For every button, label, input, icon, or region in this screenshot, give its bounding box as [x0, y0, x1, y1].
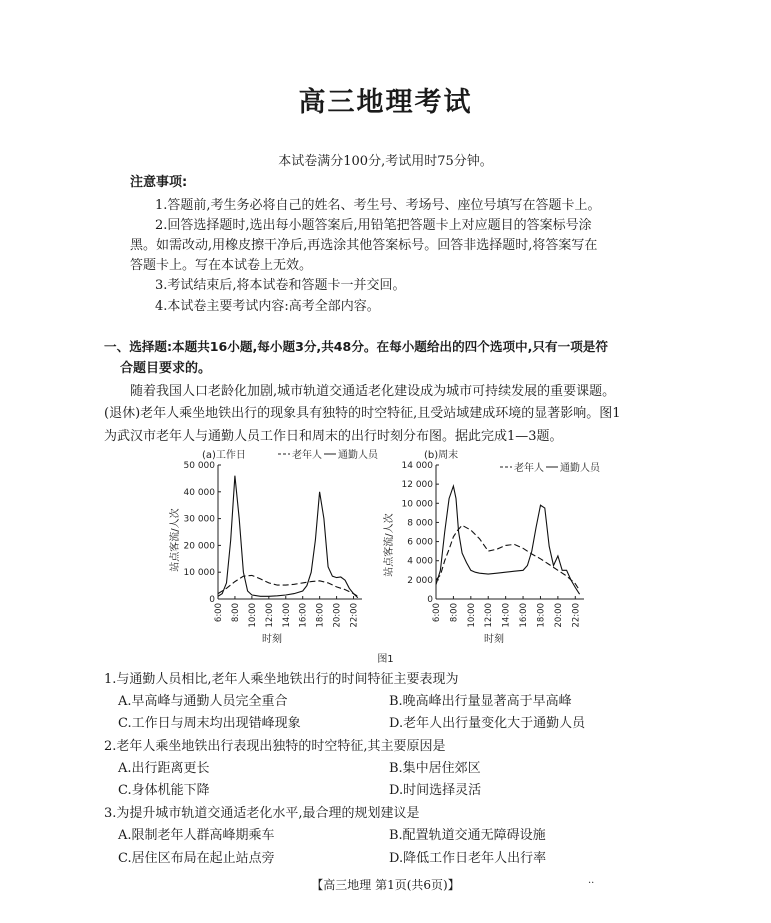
y-tick-label: 20 000 [183, 541, 215, 552]
x-tick-label: 16:00 [519, 603, 530, 628]
question-option[interactable]: C.居住区布局在起止站点旁 [118, 851, 275, 866]
notice-line: 黑。如需改动,用橡皮擦干净后,再选涂其他答案标号。回答非选择题时,将答案写在 [130, 238, 598, 253]
question-option[interactable]: D.时间选择灵活 [389, 783, 482, 798]
x-tick-label: 18:00 [315, 603, 326, 628]
question-option[interactable]: A.限制老年人群高峰期乘车 [118, 828, 275, 843]
y-tick-label: 12 000 [401, 480, 433, 491]
chart-weekday [160, 445, 385, 645]
x-tick-label: 14:00 [501, 603, 512, 628]
x-tick-label: 10:00 [247, 603, 258, 628]
footer-mark: ·· [588, 878, 595, 889]
notice-heading: 注意事项: [130, 175, 188, 190]
question-option[interactable]: A.出行距离更长 [118, 761, 210, 776]
chart-weekend [382, 445, 607, 645]
chart-title: (a)工作日 [202, 450, 246, 461]
page-title: 高三地理考试 [298, 87, 473, 118]
x-tick-label: 20:00 [553, 603, 564, 628]
series-commuter-line [436, 486, 580, 594]
notice-line: 3.考试结束后,将本试卷和答题卡一并交回。 [155, 278, 406, 293]
y-tick-label: 10 000 [183, 568, 215, 579]
x-tick-label: 20:00 [332, 603, 343, 628]
question-stem: 3.为提升城市轨道交通适老化水平,最合理的规划建议是 [104, 806, 420, 821]
question-option[interactable]: D.降低工作日老年人出行率 [389, 851, 547, 866]
x-tick-label: 12:00 [264, 603, 275, 628]
legend-elderly: 老年人 [292, 450, 322, 461]
chart-legend [500, 461, 601, 474]
x-tick-label: 22:00 [571, 603, 582, 628]
section-heading: 一、选择题:本题共16小题,每小题3分,共48分。在每小题给出的四个选项中,只有一项是符 [104, 339, 608, 354]
legend-commuter: 通勤人员 [338, 450, 378, 461]
question-option[interactable]: B.配置轨道交通无障碍设施 [389, 828, 546, 843]
notice-line: 答题卡上。写在本试卷上无效。 [130, 258, 313, 273]
y-tick-label: 0 [427, 595, 433, 605]
question-option[interactable]: A.早高峰与通勤人员完全重合 [118, 694, 288, 709]
y-tick-label: 2 000 [407, 575, 433, 586]
passage-line: 为武汉市老年人与通勤人员工作日和周末的出行时刻分布图。据此完成1—3题。 [104, 429, 563, 444]
question-stem: 1.与通勤人员相比,老年人乘坐地铁出行的时间特征主要表现为 [104, 672, 459, 687]
y-axis-label: 站点客流/人次 [384, 513, 395, 577]
question-option[interactable]: C.工作日与周末均出现错峰现象 [118, 716, 301, 731]
y-tick-label: 8 000 [407, 518, 433, 529]
x-tick-label: 10:00 [466, 603, 477, 628]
x-tick-label: 6:00 [214, 603, 224, 623]
exam-info: 本试卷满分100分,考试用时75分钟。 [278, 154, 493, 169]
y-tick-label: 14 000 [401, 461, 433, 471]
notice-line: 1.答题前,考生务必将自己的姓名、考生号、考场号、座位号填写在答题卡上。 [155, 198, 601, 213]
series-elderly-line [218, 575, 358, 596]
x-tick-label: 18:00 [536, 603, 547, 628]
y-tick-label: 30 000 [183, 514, 215, 525]
notice-line: 4.本试卷主要考试内容:高考全部内容。 [155, 299, 380, 314]
x-tick-label: 14:00 [281, 603, 292, 628]
notice-line: 2.回答选择题时,选出每小题答案后,用铅笔把答题卡上对应题目的答案标号涂 [155, 218, 592, 233]
x-tick-label: 22:00 [349, 603, 360, 628]
question-option[interactable]: C.身体机能下降 [118, 783, 210, 798]
passage-line: 随着我国人口老龄化加剧,城市轨道交通适老化建设成为城市可持续发展的重要课题。 [130, 384, 616, 399]
series-commuter-line [218, 476, 358, 598]
page-footer: 【高三地理 第1页(共6页)】 [311, 878, 460, 892]
plot-area [402, 461, 585, 628]
legend-commuter: 通勤人员 [560, 463, 600, 474]
chart-legend [278, 448, 379, 461]
passage-line: (退休)老年人乘坐地铁出行的现象具有独特的时空特征,且受站域建成环境的显著影响。图1 [104, 406, 621, 421]
x-tick-label: 16:00 [298, 603, 309, 628]
y-tick-label: 4 000 [407, 556, 433, 567]
x-tick-label: 6:00 [432, 603, 442, 623]
question-option[interactable]: D.老年人出行量变化大于通勤人员 [389, 716, 586, 731]
question-option[interactable]: B.集中居住郊区 [389, 761, 481, 776]
section-heading-cont: 合题目要求的。 [120, 361, 212, 376]
y-tick-label: 40 000 [183, 487, 215, 498]
x-tick-label: 12:00 [484, 603, 495, 628]
x-tick-label: 8:00 [449, 603, 460, 623]
x-axis-label: 时刻 [262, 634, 282, 645]
x-axis-label: 时刻 [484, 634, 504, 645]
figure-caption: 图1 [377, 654, 394, 665]
plot-area [184, 461, 363, 628]
question-stem: 2.老年人乘坐地铁出行表现出独特的时空特征,其主要原因是 [104, 739, 446, 754]
y-tick-label: 6 000 [407, 537, 433, 548]
x-tick-label: 8:00 [230, 603, 241, 623]
chart-title: (b)周末 [424, 450, 459, 461]
question-option[interactable]: B.晚高峰出行量显著高于早高峰 [389, 694, 572, 709]
y-tick-label: 0 [209, 595, 215, 605]
y-axis-label: 站点客流/人次 [170, 508, 181, 572]
y-tick-label: 10 000 [401, 499, 433, 510]
legend-elderly: 老年人 [514, 463, 544, 474]
y-tick-label: 50 000 [183, 461, 215, 471]
